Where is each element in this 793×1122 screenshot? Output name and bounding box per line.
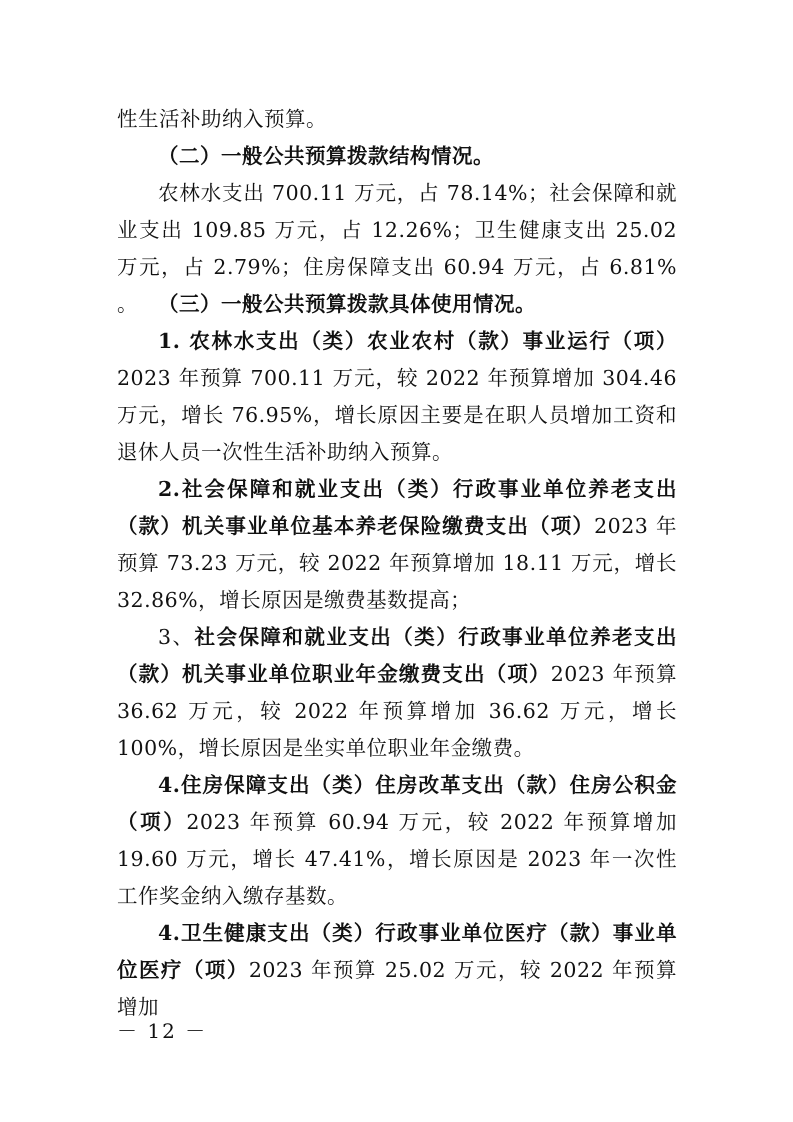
item-lead: 3、	[158, 625, 195, 649]
item-text: 2023 年预算 36.62 万元，较 2022 年预算增加 36.62 万元，增长 100%，增长原因是坐实单位职业年金缴费。	[117, 662, 677, 760]
section-heading-structure	[117, 138, 677, 175]
paragraph-item-5	[117, 915, 677, 1026]
section-heading-usage	[117, 286, 677, 323]
item-title: 4.卫生健康支出（类）行政事业单位医疗（款）事业单位医疗（项）	[117, 921, 677, 982]
item-title: 社会保障和就业支出（类）行政事业单位养老支出（款）机关事业单位职业年金缴费支出（项）	[117, 625, 677, 686]
item-title: 2.社会保障和就业支出（类）行政事业单位养老支出（款）机关事业单位基本养老保险缴费支出（项）	[117, 477, 677, 538]
item-text: 2023 年预算 60.94 万元，较 2022 年预算增加 19.60 万元，增长 47.41%，增长原因是 2023 年一次性工作奖金纳入缴存基数。	[117, 810, 677, 908]
paragraph-text: 性生活补助纳入预算。	[117, 107, 327, 131]
item-text: 2023 年预算 700.11 万元，较 2022 年预算增加 304.46 万元，增长 76.95%，增长原因主要是在职人员增加工资和退休人员一次性生活补助纳入预算。	[117, 366, 677, 464]
paragraph-continuation	[117, 101, 677, 138]
item-title: 4.住房保障支出（类）住房改革支出（款）住房公积金（项）	[117, 773, 677, 834]
item-text: 2023 年预算 25.02 万元，较 2022 年预算增加	[117, 958, 677, 1019]
heading-text: （三）一般公共预算拨款具体使用情况。	[158, 292, 536, 316]
paragraph-item-4	[117, 767, 677, 915]
paragraph-item-1	[117, 323, 677, 471]
paragraph-text: 农林水支出 700.11 万元，占 78.14%；社会保障和就业支出 109.85 万元，占 12.26%；卫生健康支出 25.02 万元，占 2.79%；住房保障支出 60.94 万元，占 6.81% 。	[117, 181, 677, 316]
page-number: － 12 －	[117, 1019, 208, 1043]
paragraph-item-2	[117, 471, 677, 619]
item-title: 1. 农林水支出（类）农业农村（款）事业运行（项）	[158, 329, 677, 353]
heading-text: （二）一般公共预算拨款结构情况。	[158, 144, 494, 168]
item-text: 2023 年预算 73.23 万元，较 2022 年预算增加 18.11 万元，增长 32.86%，增长原因是缴费基数提高；	[117, 514, 677, 612]
paragraph-item-3	[117, 619, 677, 767]
